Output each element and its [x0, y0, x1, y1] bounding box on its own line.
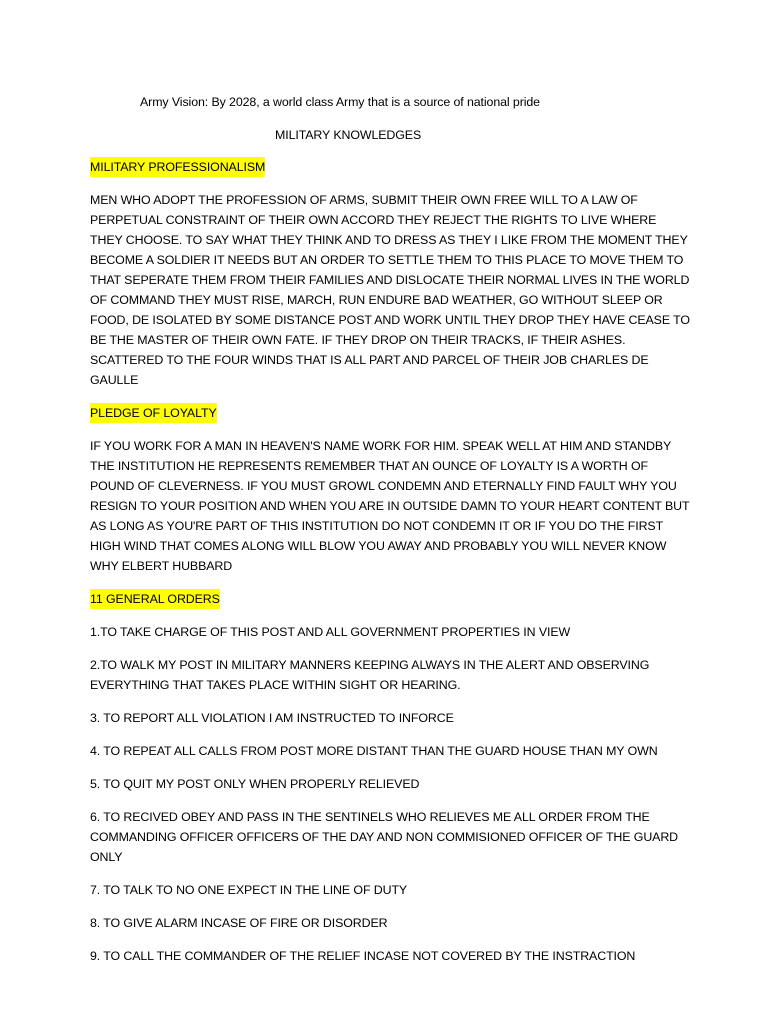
general-order-item: 2.TO WALK MY POST IN MILITARY MANNERS KEEPING ALWAYS IN THE ALERT AND OBSERVING EVERYTHING THAT TAKES PLACE WITHIN SIGHT OR HEARING. [90, 658, 650, 692]
general-order-item: 5. TO QUIT MY POST ONLY WHEN PROPERLY RELIEVED [90, 777, 420, 791]
section-heading-orders: 11 GENERAL ORDERS [90, 589, 220, 609]
document-body [90, 157, 690, 979]
army-vision-line: Army Vision: By 2028, a world class Army that is a source of national pride [140, 95, 540, 109]
section-loyalty-heading-wrap [90, 403, 690, 423]
general-order-item: 8. TO GIVE ALARM INCASE OF FIRE OR DISORDER [90, 916, 388, 930]
paragraph-loyalty: IF YOU WORK FOR A MAN IN HEAVEN'S NAME WORK FOR HIM. SPEAK WELL AT HIM AND STANDBY THE INSTITUTION HE REPRESENTS REMEMBER THAT AN OUNCE OF LOYALTY IS A WORTH OF POUND OF CLEVERNESS. IF YOU MUST GROWL CONDEMN AND ETERNALLY FIND FAULT WHY YOU RESIGN TO YOUR POSITION AND WHEN YOU ARE IN OUTSIDE DAMN TO YOUR HEART CONTENT BUT AS LONG AS YOU'RE PART OF THIS INSTITUTION DO NOT CONDEMN IT OR IF YOU DO THE FIRST HIGH WIND THAT COMES ALONG WILL BLOW YOU AWAY AND PROBABLY YOU WILL NEVER KNOW WHY ELBERT HUBBARD [90, 439, 690, 573]
general-order-item: 9. TO CALL THE COMMANDER OF THE RELIEF INCASE NOT COVERED BY THE INSTRACTION [90, 949, 636, 963]
general-order-item: 4. TO REPEAT ALL CALLS FROM POST MORE DISTANT THAN THE GUARD HOUSE THAN MY OWN [90, 744, 658, 758]
general-order-item: 3. TO REPORT ALL VIOLATION I AM INSTRUCTED TO INFORCE [90, 711, 454, 725]
paragraph-professionalism: MEN WHO ADOPT THE PROFESSION OF ARMS, SUBMIT THEIR OWN FREE WILL TO A LAW OF PERPETUAL CONSTRAINT OF THEIR OWN ACCORD THEY REJECT THE RIGHTS TO LIVE WHERE THEY CHOOSE. TO SAY WHAT THEY THINK AND TO DRESS AS THEY I LIKE FROM THE MOMENT THEY BECOME A SOLDIER IT NEEDS BUT AN ORDER TO SETTLE THEM TO THIS PLACE TO MOVE THEM TO THAT SEPERATE THEM FROM THEIR FAMILIES AND DISLOCATE THEIR NORMAL LIVES IN THE WORLD OF COMMAND THEY MUST RISE, MARCH, RUN ENDURE BAD WEATHER, GO WITHOUT SLEEP OR FOOD, DE ISOLATED BY SOME DISTANCE POST AND WORK UNTIL THEY DROP THEY HAVE CEASE TO BE THE MASTER OF THEIR OWN FATE. IF THEY DROP ON THEIR TRACKS, IF THEIR ASHES. SCATTERED TO THE FOUR WINDS THAT IS ALL PART AND PARCEL OF THEIR JOB CHARLES DE GAULLE [90, 193, 690, 387]
general-orders-list [90, 622, 690, 966]
section-heading-professionalism: MILITARY PROFESSIONALISM [90, 157, 265, 177]
section-professionalism-heading-wrap [90, 157, 690, 177]
general-order-item: 1.TO TAKE CHARGE OF THIS POST AND ALL GOVERNMENT PROPERTIES IN VIEW [90, 625, 571, 639]
general-order-item: 7. TO TALK TO NO ONE EXPECT IN THE LINE OF DUTY [90, 883, 408, 897]
section-heading-loyalty: PLEDGE OF LOYALTY [90, 403, 217, 423]
section-orders-heading-wrap [90, 589, 690, 609]
document-title: MILITARY KNOWLEDGES [275, 128, 422, 142]
general-order-item: 6. TO RECIVED OBEY AND PASS IN THE SENTINELS WHO RELIEVES ME ALL ORDER FROM THE COMMANDING OFFICER OFFICERS OF THE DAY AND NON COMMISIONED OFFICER OF THE GUARD ONLY [90, 810, 679, 864]
